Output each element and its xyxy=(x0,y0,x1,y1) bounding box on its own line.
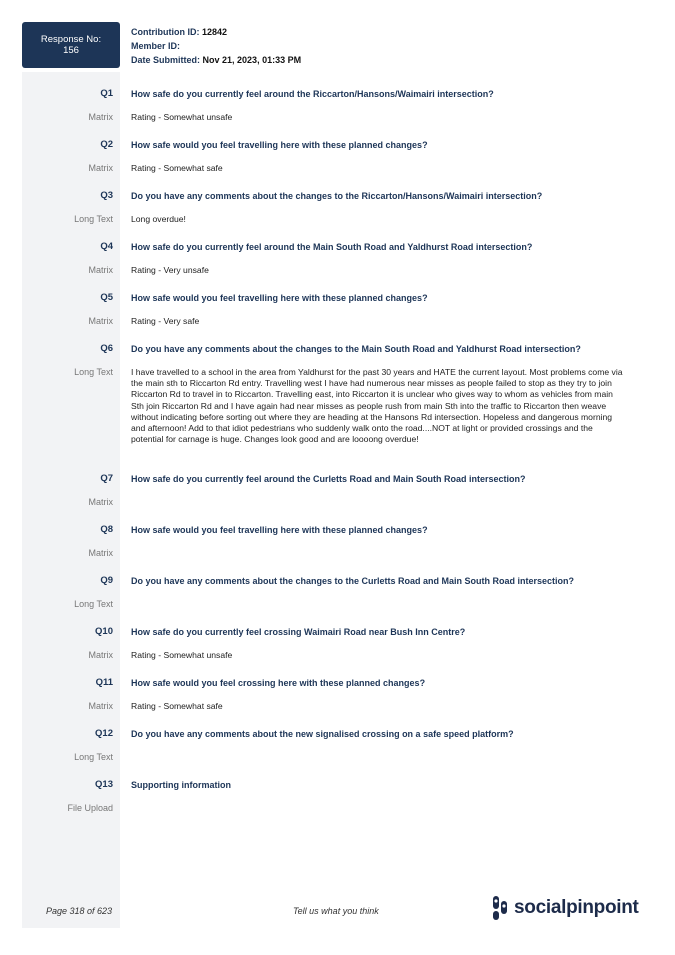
question-answer: Rating - Somewhat unsafe xyxy=(131,650,233,660)
submission-meta xyxy=(131,25,301,67)
page-number: Page 318 of 623 xyxy=(46,906,113,916)
question-answer: Rating - Somewhat safe xyxy=(131,163,223,173)
question-text: Do you have any comments about the new signalised crossing on a safe speed platform? xyxy=(131,729,514,739)
question-number: Q7 xyxy=(100,473,113,484)
question-type: Matrix xyxy=(88,112,113,122)
question-text: How safe do you currently feel around the Curletts Road and Main South Road intersection? xyxy=(131,474,526,484)
question-type: File Upload xyxy=(67,803,113,813)
question-number: Q11 xyxy=(95,677,113,688)
question-answer: Rating - Somewhat unsafe xyxy=(131,112,233,122)
question-type: Matrix xyxy=(88,497,113,507)
question-number: Q13 xyxy=(95,779,113,790)
socialpinpoint-logo xyxy=(492,895,639,921)
date-submitted-value: Nov 21, 2023, 01:33 PM xyxy=(202,55,302,65)
question-text: Do you have any comments about the changes to the Main South Road and Yaldhurst Road intersection? xyxy=(131,344,581,354)
question-number: Q2 xyxy=(100,139,113,150)
question-type: Long Text xyxy=(74,367,113,377)
question-number: Q8 xyxy=(100,524,113,535)
contribution-id-row xyxy=(131,25,301,39)
question-type: Matrix xyxy=(88,548,113,558)
question-text: How safe do you currently feel around the Riccarton/Hansons/Waimairi intersection? xyxy=(131,89,494,99)
question-text: How safe would you feel travelling here with these planned changes? xyxy=(131,140,428,150)
question-number: Q6 xyxy=(100,343,113,354)
pin-logo-icon xyxy=(492,896,508,920)
question-type: Long Text xyxy=(74,599,113,609)
question-number: Q1 xyxy=(100,88,113,99)
question-text: How safe do you currently feel around the Main South Road and Yaldhurst Road intersection? xyxy=(131,242,533,252)
footer-tagline: Tell us what you think xyxy=(293,906,379,916)
question-text: Supporting information xyxy=(131,780,231,790)
question-answer: Rating - Very unsafe xyxy=(131,265,209,275)
response-number: 156 xyxy=(63,45,79,56)
question-number: Q5 xyxy=(100,292,113,303)
question-text: How safe would you feel travelling here with these planned changes? xyxy=(131,525,428,535)
question-text: How safe would you feel crossing here with these planned changes? xyxy=(131,678,426,688)
logo-text: socialpinpoint xyxy=(514,897,639,918)
question-type: Long Text xyxy=(74,752,113,762)
question-answer: Long overdue! xyxy=(131,214,186,224)
date-submitted-row xyxy=(131,53,301,67)
contribution-id-label: Contribution ID: xyxy=(131,27,200,37)
response-number-badge xyxy=(22,22,120,68)
question-type: Matrix xyxy=(88,163,113,173)
question-text: Do you have any comments about the changes to the Curletts Road and Main South Road intersection? xyxy=(131,576,575,586)
question-text: How safe do you currently feel crossing Waimairi Road near Bush Inn Centre? xyxy=(131,627,466,637)
contribution-id-value: 12842 xyxy=(202,27,228,37)
question-number: Q10 xyxy=(95,626,113,637)
question-type: Matrix xyxy=(88,701,113,711)
question-number: Q12 xyxy=(95,728,113,739)
date-submitted-label: Date Submitted: xyxy=(131,55,201,65)
question-answer: Rating - Very safe xyxy=(131,316,200,326)
question-type: Long Text xyxy=(74,214,113,224)
question-type: Matrix xyxy=(88,265,113,275)
question-text: Do you have any comments about the changes to the Riccarton/Hansons/Waimairi intersection? xyxy=(131,191,543,201)
question-number: Q3 xyxy=(100,190,113,201)
question-answer: I have travelled to a school in the area from Yaldhurst for the past 30 years and HATE the current layout. Most problems come via the main sth to Riccarton Rd entry. Travelling west I have had numerous near misses as people failed to stop as they try to join Riccarton Rd to travel in to Riccarton. Travelling east, into Riccarton it is unclear who gives way to whom as vehicles from main Sth join Riccarton Rd and I have again had near misses as people rush from main Sth into the traffic to Riccarton then weave without indicating before sorting out where they are heading at the Hansons Rd intersection. Hopeless and dangerous morning and afternoon! Add to that idiot pedestrians who suddenly walk onto the road....NOT at light or provided crossings and the potential for carnage is huge. Changes look good and are loooong overdue! xyxy=(131,367,623,445)
member-id-row xyxy=(131,39,301,53)
question-text: How safe would you feel travelling here with these planned changes? xyxy=(131,293,428,303)
question-number: Q9 xyxy=(100,575,113,586)
question-number: Q4 xyxy=(100,241,113,252)
member-id-label: Member ID: xyxy=(131,41,181,51)
question-answer: Rating - Somewhat safe xyxy=(131,701,223,711)
response-label: Response No: xyxy=(40,34,102,45)
question-type: Matrix xyxy=(88,650,113,660)
question-type: Matrix xyxy=(88,316,113,326)
